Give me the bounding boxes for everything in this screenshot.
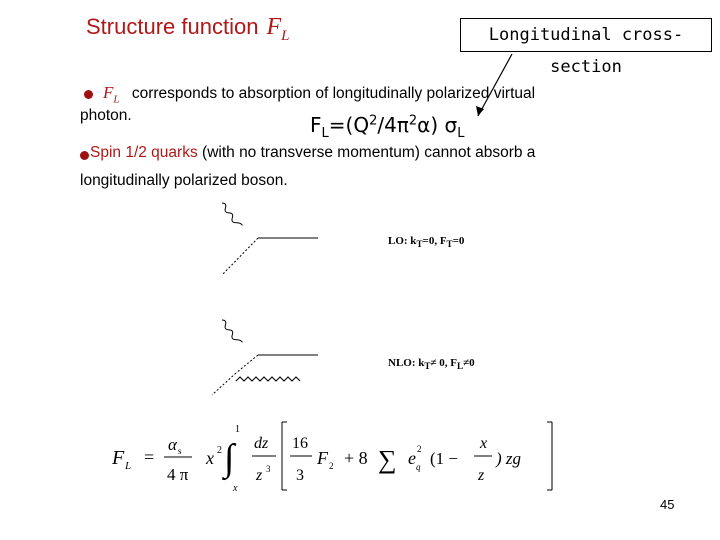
svg-text:) zg: ) zg — [496, 449, 522, 468]
svg-text:z: z — [256, 467, 263, 484]
fl-symbol: $F_L$ — [103, 83, 120, 106]
svg-text:3: 3 — [266, 464, 271, 474]
callout-box: Longitudinal cross-section — [460, 18, 712, 52]
title-text: Structure function — [86, 14, 259, 39]
title-symbol: $F_L$ — [266, 14, 290, 44]
svg-text:2: 2 — [217, 445, 222, 456]
svg-text:q: q — [416, 462, 421, 472]
integral-sign: ∫ — [224, 437, 235, 479]
svg-text:α: α — [168, 435, 177, 454]
svg-text:z: z — [478, 467, 485, 484]
nlo-label: NLO: $k_T\ne 0$, $F_L\ne 0$ — [388, 357, 475, 372]
svg-text:3: 3 — [296, 467, 304, 484]
svg-text:L: L — [125, 460, 132, 472]
bullet-dot — [80, 151, 89, 160]
svg-text:+ 8: + 8 — [344, 448, 368, 468]
svg-text:1: 1 — [235, 424, 240, 435]
svg-text:x: x — [233, 483, 238, 493]
svg-text:dz: dz — [254, 435, 269, 452]
page-number: 45 — [660, 497, 675, 512]
svg-text:2: 2 — [329, 461, 334, 471]
svg-text:2: 2 — [417, 444, 422, 454]
lo-label: LO: $k_T=0$, $F_T=0$ — [388, 235, 465, 250]
svg-text:F: F — [317, 448, 328, 468]
svg-text:x: x — [206, 448, 214, 468]
feynman-diagrams — [200, 195, 330, 405]
svg-text:4 π: 4 π — [167, 465, 189, 484]
cross-section-formula: $F_L=(Q^2/4\pi^2\alpha)$ $\sigma_L$ — [310, 113, 465, 141]
spin-highlight: Spin 1/2 quarks — [90, 144, 198, 161]
svg-text:F: F — [112, 447, 125, 469]
svg-text:∑: ∑ — [378, 445, 397, 474]
svg-text:e: e — [408, 448, 416, 468]
svg-text:(1 −: (1 − — [430, 449, 458, 468]
bullet-1-line-2: photon. — [80, 107, 132, 124]
lo-diagram — [220, 201, 318, 275]
nlo-diagram — [212, 318, 318, 395]
bullet-2-line-1: Spin 1/2 quarks (with no transverse momentum) cannot absorb a — [90, 144, 536, 161]
svg-text:x: x — [480, 435, 488, 452]
bullet-dot — [84, 90, 93, 99]
svg-text:16: 16 — [292, 435, 308, 452]
svg-text:=: = — [144, 447, 155, 467]
fl-equation — [112, 418, 562, 493]
bullet-1-line-1: $F_L$ corresponds to absorption of longitudinally polarized virtual — [103, 83, 536, 106]
bullet-2-line-2: longitudinally polarized boson. — [80, 172, 288, 189]
svg-text:s: s — [178, 446, 182, 456]
